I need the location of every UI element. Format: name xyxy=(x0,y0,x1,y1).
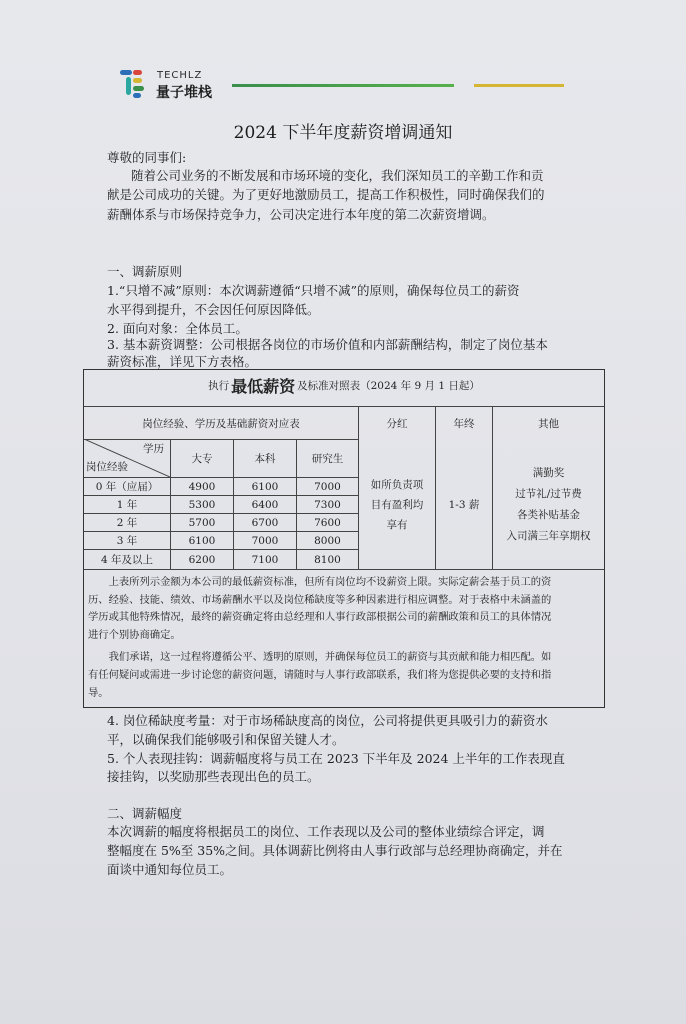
table-title: 执行 最低薪资 及标准对照表（2024 年 9 月 1 日起） xyxy=(208,376,480,396)
edu-header: 研究生 xyxy=(311,453,344,465)
table-notes xyxy=(88,574,602,702)
section-item: 2. 面向对象：全体员工。 xyxy=(107,321,248,336)
exp-cell: 4 年及以上 xyxy=(100,554,154,566)
exp-cell: 1 年 xyxy=(116,499,138,511)
intro-line: 薪酬体系与市场保持竞争力，公司决定进行本年度的第二次薪资增调。 xyxy=(107,207,495,222)
col-header-bonus: 分红 xyxy=(386,417,408,430)
section-item: 4. 岗位稀缺度考量：对于市场稀缺度高的岗位，公司将提供更具吸引力的薪资水 xyxy=(107,713,548,728)
salary-table xyxy=(83,369,605,708)
salary-cell: 8000 xyxy=(314,534,341,547)
note-line: 学历或其他特殊情况，最终的薪资确定将由总经理和人事行政部根据公司的薪酬政策和员工的具体情况 xyxy=(88,611,552,624)
section-line: 面谈中通知每位员工。 xyxy=(107,862,233,877)
section-item: 5. 个人表现挂钩：调薪幅度将与员工在 2023 下半年及 2024 上半年的工作表现直 xyxy=(107,751,565,766)
exp-cell: 3 年 xyxy=(116,535,138,547)
section-item: 接挂钩，以奖励那些表现出色的员工。 xyxy=(107,769,320,784)
intro-line: 随着公司业务的不断发展和市场环境的变化，我们深知员工的辛勤工作和贡 xyxy=(131,168,544,183)
note-line: 导。 xyxy=(88,686,109,699)
year-end-cell: 1-3 薪 xyxy=(448,499,480,511)
benefit-item: 各类补贴基金 xyxy=(517,508,580,521)
salary-cell: 6100 xyxy=(251,480,279,493)
section-item: 水平得到提升，不会因任何原因降低。 xyxy=(107,302,320,317)
section-heading: 一、调薪原则 xyxy=(107,264,183,279)
edu-header: 大专 xyxy=(191,453,213,465)
col-header-other: 其他 xyxy=(538,417,559,430)
brand-name-en: TECHLZ xyxy=(157,70,203,81)
bonus-text-line: 目有盈利均 xyxy=(370,498,424,511)
salary-cell: 7100 xyxy=(251,553,279,566)
salary-cell: 6100 xyxy=(188,534,216,547)
greeting: 尊敬的同事们: xyxy=(107,150,187,165)
salary-cell: 6700 xyxy=(251,516,279,529)
section-heading: 二、调薪幅度 xyxy=(107,806,183,821)
section-item: 薪资标准，详见下方表格。 xyxy=(107,354,258,369)
note-line: 进行个别协商确定。 xyxy=(88,628,181,641)
section-line: 本次调薪的幅度将根据员工的岗位、工作表现以及公司的整体业绩综合评定，调 xyxy=(107,824,545,839)
section-item: 1.“只增不减”原则：本次调薪遵循“只增不减”的原则，确保每位员工的薪资 xyxy=(107,283,520,298)
note-line: 上表所列示金额为本公司的最低薪资标准，但所有岗位均不设薪资上限。实际定薪会基于员工的资 xyxy=(88,576,552,588)
exp-cell: 2 年 xyxy=(116,517,138,529)
salary-cell: 6400 xyxy=(251,498,279,511)
section-item: 平，以确保我们能够吸引和保留关键人才。 xyxy=(107,732,345,747)
col-header-year-end: 年终 xyxy=(453,417,475,430)
salary-cell: 7300 xyxy=(314,498,341,511)
salary-cell: 7000 xyxy=(251,534,279,547)
benefit-item: 入司满三年享期权 xyxy=(506,529,591,542)
salary-cell: 7000 xyxy=(314,480,341,493)
salary-cell: 4900 xyxy=(188,480,216,493)
section-line: 整幅度在 5%至 35%之间。具体调薪比例将由人事行政部与总经理协商确定，并在 xyxy=(107,843,563,858)
bonus-text-line: 如所负责项 xyxy=(370,478,424,491)
salary-cell: 5300 xyxy=(188,498,216,511)
diag-label-exp: 岗位经验 xyxy=(86,460,128,473)
exp-cell: 0 年（应届） xyxy=(95,481,159,493)
salary-cell: 5700 xyxy=(188,516,216,529)
techlz-logo-icon xyxy=(120,70,146,98)
brand-name-cn: 量子堆栈 xyxy=(156,85,212,101)
benefit-item: 过节礼/过节费 xyxy=(515,487,582,500)
header-green-rule xyxy=(232,84,454,87)
section-item: 3. 基本薪资调整：公司根据各岗位的市场价值和内部薪酬结构，制定了岗位基本 xyxy=(107,337,548,352)
other-benefits-cell xyxy=(493,440,604,569)
edu-header: 本科 xyxy=(254,453,276,465)
intro-line: 献是公司成功的关键。为了更好地激励员工，提高工作积极性，同时确保我们的 xyxy=(107,187,545,202)
diag-label-edu: 学历 xyxy=(143,442,164,455)
note-line: 有任何疑问或需进一步讨论您的薪资问题，请随时与人事行政部联系，我们将为您提供必要的支持和指 xyxy=(88,668,552,681)
benefit-item: 满勤奖 xyxy=(532,466,565,479)
table-subheader: 岗位经验、学历及基础薪资对应表 xyxy=(142,417,300,430)
salary-cell: 6200 xyxy=(188,553,216,566)
bonus-cell xyxy=(359,440,435,569)
bonus-text-line: 享有 xyxy=(386,518,408,531)
note-line: 历、经验、技能、绩效、市场薪酬水平以及岗位稀缺度等多种因素进行相应调整。对于表格中未涵盖的 xyxy=(88,593,552,606)
salary-cell: 7600 xyxy=(314,516,341,529)
salary-cell: 8100 xyxy=(314,553,341,566)
note-line: 我们承诺，这一过程将遵循公平、透明的原则，并确保每位员工的薪资与其贡献和能力相匹配。如 xyxy=(88,651,552,664)
header-yellow-rule xyxy=(474,84,564,87)
document-title: 2024 下半年度薪资增调通知 xyxy=(233,123,453,143)
